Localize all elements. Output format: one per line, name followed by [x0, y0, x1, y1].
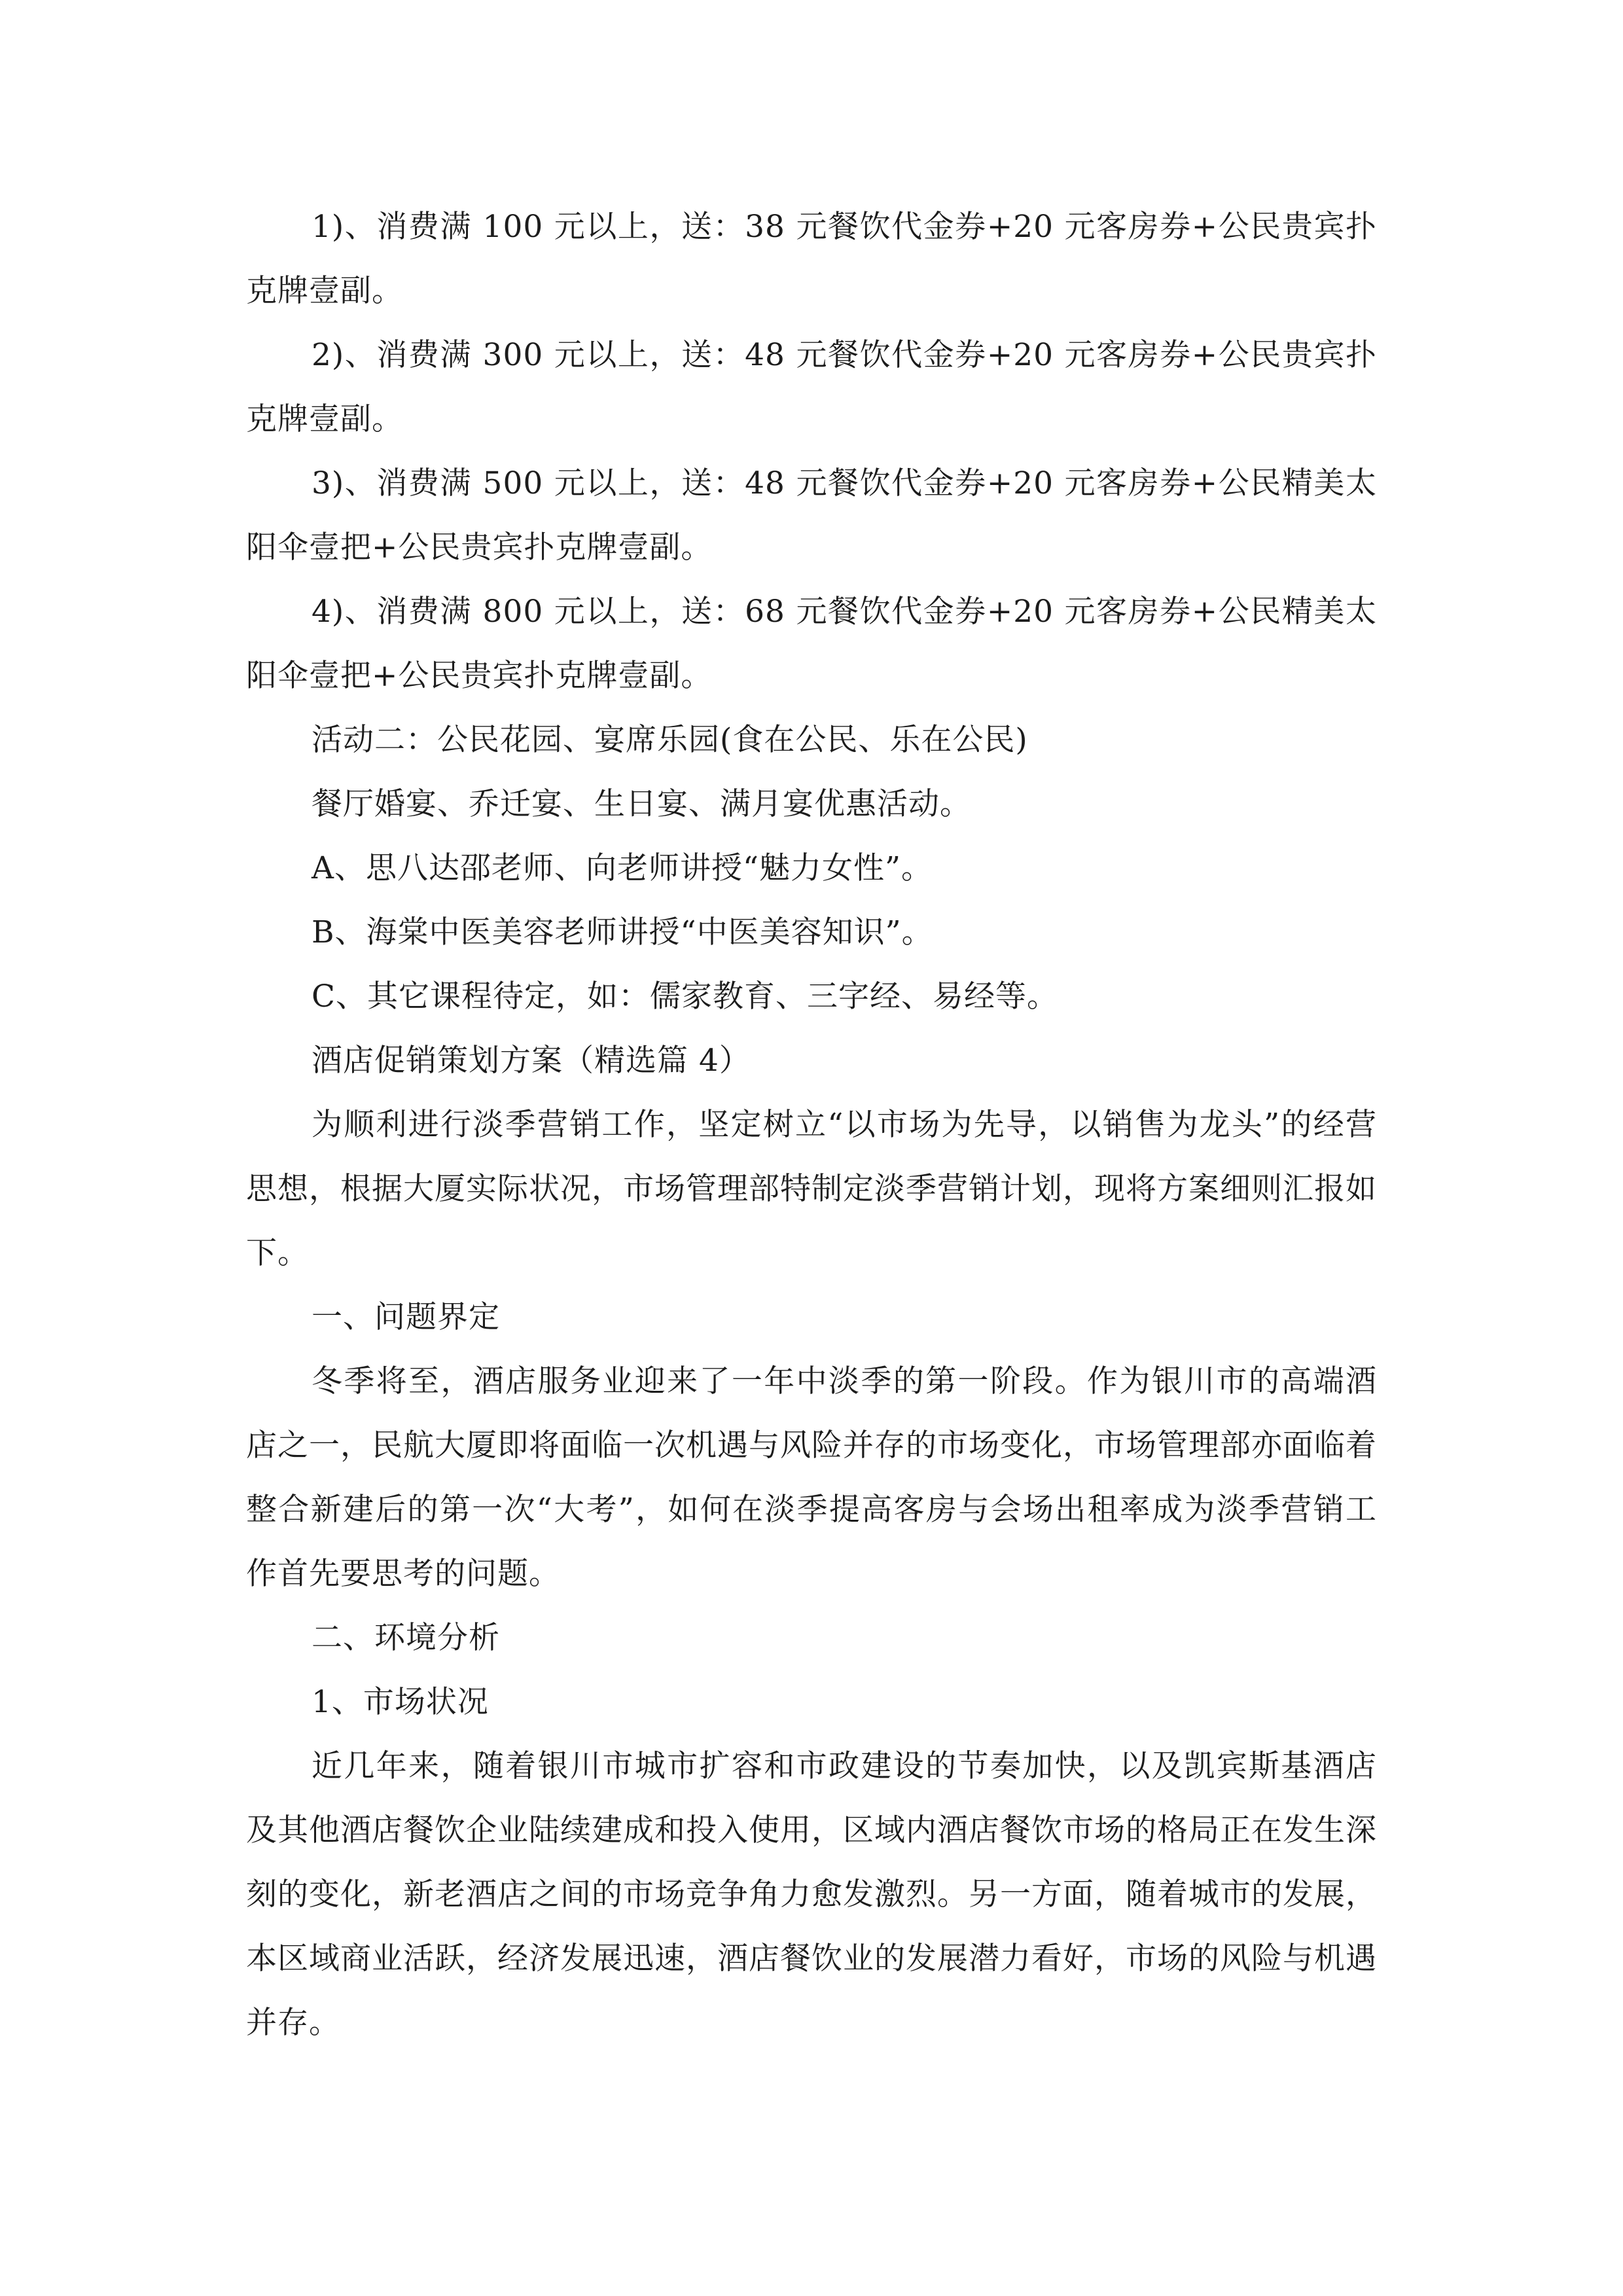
section-heading-environment: 二、环境分析 — [312, 1620, 500, 1656]
paragraph-tier-100: 1)、消费满 100 元以上，送：38 元餐饮代金券+20 元客房券+公民贵宾扑克牌壹副。 — [246, 209, 1377, 309]
paragraph-problem: 冬季将至，酒店服务业迎来了一年中淡季的第一阶段。作为银川市的高端酒店之一，民航大厦即将面临一次机遇与风险并存的市场变化，市场管理部亦面临着整合新建后的第一次“大考”，如何在淡季提高客房与会场出租率成为淡季营销工作首先要思考的问题。 — [246, 1363, 1377, 1592]
section-heading-plan-4: 酒店促销策划方案（精选篇 4） — [312, 1043, 751, 1079]
paragraph-course-b: B、海棠中医美容老师讲授“中医美容知识”。 — [312, 914, 933, 950]
paragraph-course-a: A、思八达邵老师、向老师讲授“魅力女性”。 — [312, 850, 933, 886]
paragraph-tier-300: 2)、消费满 300 元以上，送：48 元餐饮代金券+20 元客房券+公民贵宾扑克牌壹副。 — [246, 337, 1377, 437]
paragraph-tier-800: 4)、消费满 800 元以上，送：68 元餐饮代金券+20 元客房券+公民精美太阳伞壹把+公民贵宾扑克牌壹副。 — [246, 594, 1377, 694]
paragraph-intro: 为顺利进行淡季营销工作，坚定树立“以市场为先导，以销售为龙头”的经营思想，根据大厦实际状况，市场管理部特制定淡季营销计划，现将方案细则汇报如下。 — [246, 1107, 1377, 1271]
paragraph-course-c: C、其它课程待定，如：儒家教育、三字经、易经等。 — [312, 978, 1058, 1014]
document-body — [246, 195, 1377, 2055]
section-heading-problem: 一、问题界定 — [312, 1299, 500, 1335]
paragraph-banquet-offers: 餐厅婚宴、乔迁宴、生日宴、满月宴优惠活动。 — [312, 786, 971, 822]
paragraph-market: 近几年来，随着银川市城市扩容和市政建设的节奏加快，以及凯宾斯基酒店及其他酒店餐饮企业陆续建成和投入使用，区域内酒店餐饮市场的格局正在发生深刻的变化，新老酒店之间的市场竞争角力愈发激烈。另一方面，随着城市的发展，本区域商业活跃，经济发展迅速，酒店餐饮业的发展潜力看好，市场的风险与机遇并存。 — [246, 1748, 1377, 2041]
paragraph-activity-two: 活动二：公民花园、宴席乐园(食在公民、乐在公民) — [312, 722, 1028, 758]
paragraph-tier-500: 3)、消费满 500 元以上，送：48 元餐饮代金券+20 元客房券+公民精美太阳伞壹把+公民贵宾扑克牌壹副。 — [246, 465, 1377, 565]
subheading-market: 1、市场状况 — [312, 1684, 489, 1720]
